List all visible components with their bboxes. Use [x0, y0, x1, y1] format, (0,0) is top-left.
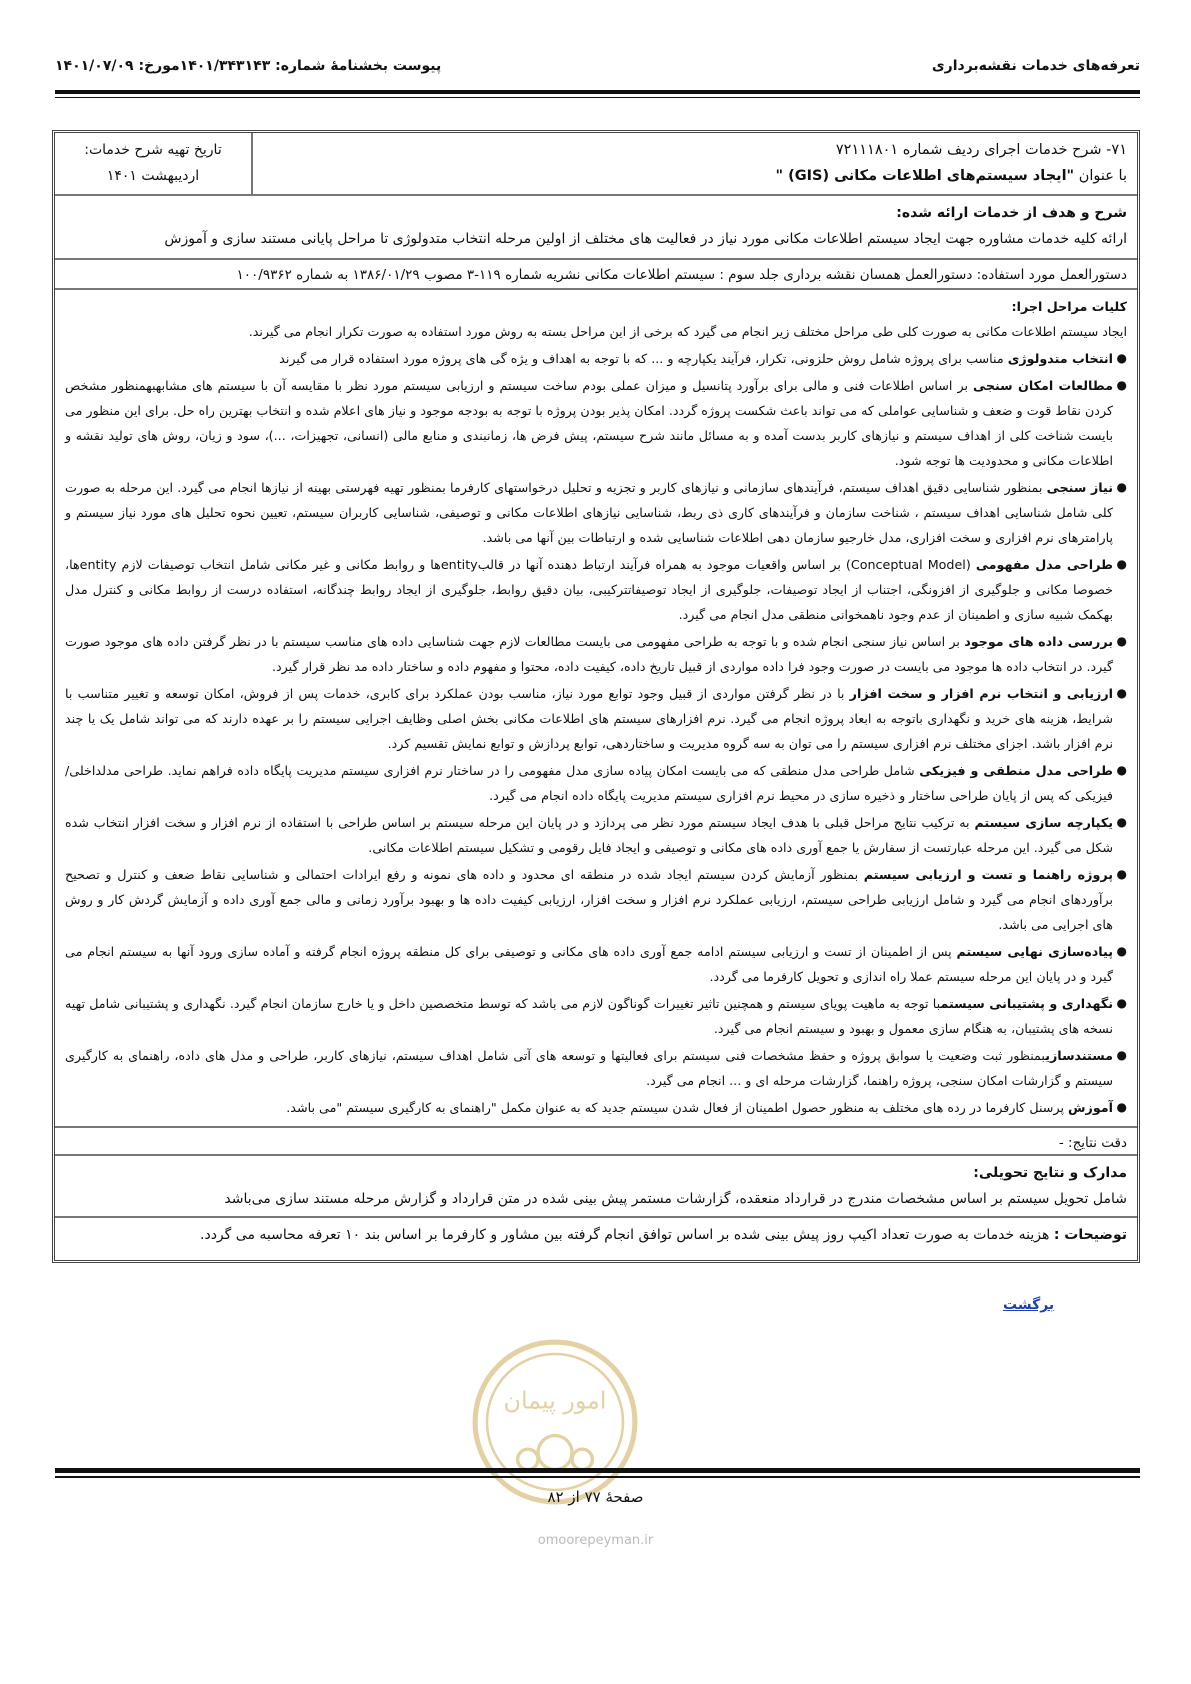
step-item	[65, 475, 1127, 550]
steps-intro: ایجاد سیستم اطلاعات مکانی به صورت کلی طی مراحل مختلف زیر انجام می گیرد که برخی از این مراحل بسته به روش مورد استفاده به صورت تکرار انجام می گیرند.	[248, 324, 1127, 339]
step-title: یکپارچه سازی سیستم	[974, 815, 1113, 830]
bullet-icon: ●	[1116, 378, 1127, 392]
description-row	[55, 196, 1137, 260]
service-title-bold: "ایجاد سیستم‌های اطلاعات مکانی (GIS) "	[775, 168, 1075, 184]
step-title: مستندسازی	[1045, 1048, 1113, 1063]
bullet-icon: ●	[1116, 763, 1127, 777]
step-title: ارزیابی و انتخاب نرم افزار و سخت افزار	[849, 686, 1113, 701]
step-item	[65, 629, 1127, 679]
page-number: صفحهٔ ۷۷ از ۸۲	[547, 1488, 644, 1506]
service-title-row	[55, 133, 1137, 196]
step-text: مناسب برای پروژه شامل روش حلزونی، تکرار، فرآیند یکپارچه و ... که با توجه به اهداف و یژه گی های پروژه مورد استفاده قرار می گیرند	[279, 351, 1008, 366]
service-title-cell	[253, 133, 1137, 194]
step-item	[65, 758, 1127, 808]
notes-row	[55, 1218, 1137, 1260]
service-table	[52, 130, 1140, 1263]
step-title: نگهداری و پشتیبانی سیستم	[940, 996, 1114, 1011]
description-label: شرح و هدف از خدمات ارائه شده:	[896, 205, 1127, 221]
step-text: بمنظور آزمایش کردن سیستم ایجاد شده در منطقه ای محدود و داده های نمونه و رفع ایرادات احتمالی و شناسایی نقاط ضعف و کنترل و تصحیح برآوردهای انجام می گیرد و شامل ارزیابی طراحی سیستم، ارزیابی عملکرد نرم افزار و سخت افزار، ارزیابی کیفیت داده ها و بهبود برآورد زمانی و مالی جمع آوری داده و آزمایش گردش کار و روش های اجرایی می باشد.	[65, 867, 1113, 932]
bullet-icon: ●	[1116, 1100, 1127, 1114]
bullet-icon: ●	[1116, 351, 1127, 365]
service-date-cell	[55, 133, 253, 194]
bullet-icon: ●	[1116, 686, 1127, 700]
step-item	[65, 1095, 1127, 1120]
step-item	[65, 373, 1127, 473]
service-row-number: ۷۱- شرح خدمات اجرای ردیف شماره ۷۲۱۱۱۸۰۱	[835, 142, 1127, 158]
reference-row	[55, 260, 1137, 290]
date-label: تاریخ تهیه شرح خدمات:	[84, 142, 222, 158]
service-title-prefix: با عنوان	[1074, 168, 1127, 184]
step-text: بمنظور ثبت وضعیت یا سوابق پروژه و حفظ مشخصات فنی سیستم برای فعالیتها و توسعه های آتی شامل اهداف سیستم، نیازهای کاربر، طراحی و مدل های داده، راهنمای به کارگیری سیستم و گزارشات امکان سنجی، پروژه راهنما، گزارشات مرحله ای و ... انجام می گیرد.	[65, 1048, 1113, 1088]
step-title: مطالعات امکان سنجی	[972, 378, 1113, 393]
seal-logo-icon	[470, 1337, 640, 1507]
step-title: پروژه راهنما و تست و ارزیابی سیستم	[863, 867, 1113, 882]
step-item	[65, 991, 1127, 1041]
seal-text: امور پیمان	[503, 1386, 607, 1415]
bullet-icon: ●	[1116, 867, 1127, 881]
bullet-icon: ●	[1116, 480, 1127, 494]
service-title	[263, 163, 1127, 189]
bullet-icon: ●	[1116, 996, 1127, 1010]
step-item	[65, 552, 1127, 627]
notes-text	[65, 1222, 1127, 1248]
deliverables-row	[55, 1156, 1137, 1218]
accuracy-row	[55, 1128, 1137, 1156]
header-rule-thick	[55, 90, 1140, 94]
bullet-icon: ●	[1116, 634, 1127, 648]
step-title: طراحی مدل منطقی و فیزیکی	[919, 763, 1113, 778]
step-title: آموزش	[1068, 1100, 1113, 1115]
step-text: با توجه به ماهیت پویای سیستم و همچنین تاثیر تغییرات گوناگون لازم می باشد که توسط متخصصین داخل و یا خارج سازمان انجام گیرد. نگهداری و پشتیبانی شامل تهیه نسخه های پشتیبان، به هنگام سازی معمول و بهبود و سیستم انجام می گیرد.	[65, 996, 1113, 1036]
step-item	[65, 810, 1127, 860]
description-text: ارائه کلیه خدمات مشاوره جهت ایجاد سیستم اطلاعات مکانی مورد نیاز در فعالیت های مختلف از اولین مرحله انتخاب متدولوژی تا مراحل پایانی مستند سازی و آموزش	[164, 231, 1127, 247]
bullet-icon: ●	[1116, 1048, 1127, 1062]
step-title: پیاده‌سازی نهایی سیستم	[956, 944, 1113, 959]
date-value: اردیبهشت ۱۴۰۱	[106, 168, 200, 184]
publication-info: پیوست بخشنامهٔ شماره: ۱۴۰۱/۳۴۳۱۴۳مورخ: ۱۴۰۱/۰۷/۰۹	[55, 58, 442, 74]
doc-title: تعرفه‌های خدمات نقشه‌برداری	[931, 58, 1140, 74]
steps-label: کلیات مراحل اجرا:	[1011, 299, 1127, 314]
steps-list	[65, 346, 1127, 1120]
step-item	[65, 681, 1127, 756]
watermark-url: omoorepeyman.ir	[537, 1533, 654, 1548]
bullet-icon: ●	[1116, 815, 1127, 829]
footer-rule-thin	[55, 1476, 1140, 1478]
step-title: طراحی مدل مفهومی	[975, 557, 1114, 572]
page-header	[55, 58, 1140, 74]
step-text: به ترکیب نتایج مراحل قبلی با هدف ایجاد سیستم مورد نظر می پردازد و در پایان این مرحله سیستم بر اساس طراحی با استفاده از نرم افزار و سخت افزار انتخاب شده شکل می گیرد. این مرحله عبارتست از سفارش یا جمع آوری داده های مکانی و توصیفی و ایجاد فایل رقومی و تشکیل سیستم اطلاعات مکانی.	[65, 815, 1113, 855]
step-title: انتخاب متدولوژی	[1007, 351, 1113, 366]
step-text: پرسنل کارفرما در رده های مختلف به منظور حصول اطمینان از فعال شدن سیستم جدید که به عنوان مکمل "راهنمای به کارگیری سیستم "می باشد.	[286, 1100, 1069, 1115]
bullet-icon: ●	[1116, 557, 1127, 571]
step-item	[65, 862, 1127, 937]
accuracy-text: دقت نتایج: -	[1058, 1135, 1127, 1151]
step-text: بر اساس نیاز سنجی انجام شده و با توجه به طراحی مفهومی می بایست مطالعات لازم جهت شناسایی داده های مناسب سیستم با در نظر گرفتن داده های موجود صورت گیرد. در انتخاب داده ها موجود می بایست در صورت وجود فرا داده مواردی از قبیل تاریخ داده، کیفیت داده، محتوا و مفهوم داده و ساختار داده مد نظر قرار گیرد.	[65, 634, 1113, 674]
step-item	[65, 939, 1127, 989]
deliverables-text: شامل تحویل سیستم بر اساس مشخصات مندرج در قرارداد منعقده، گزارشات مستمر پیش بینی شده در متن قرارداد و گزارش مرحله مستند سازی می‌باشد	[224, 1191, 1127, 1207]
back-link[interactable]: برگشت	[1003, 1297, 1055, 1313]
step-text: بر اساس اطلاعات فنی و مالی برای برآورد پتانسیل و میزان عملی بودم ساخت سیستم و ارزیابی سیستم مورد نظر با مقایسه آن با سیستم های مشابهبهمنظور مشخص کردن نقاط قوت و ضعف و شناسایی عواملی که می تواند باعث شکست پروژه گردد. امکان پذیر بودن پروژه با توجه به بودجه موجود و نیاز های اعلام شده و انتخاب بهترین راه حل. برای این منظور می بایست شناخت کلی از اهداف سیستم و نیازهای کاربر بدست آمده و به مسائل مانند شرح سیستم، پیش فرض ها، زمانبندی و منابع مالی (انسانی، تجهیزات، ...)، سود و زیان، روش های تولید نقشه و اطلاعات مکانی و محدودیت ها توجه شود.	[65, 378, 1113, 468]
step-text: شامل طراحی مدل منطقی که می بایست امکان پیاده سازی مدل مفهومی را در ساختار نرم افزاری سیستم مدیریت پایگاه داده فراهم نماید. طراحی مدلداخلی/فیزیکی که پس از پایان طراحی ساختار و ذخیره سازی در محیط نرم افزاری سیستم مدیریت پایگاه داده انجام می گیرد.	[65, 763, 1113, 803]
bullet-icon: ●	[1116, 944, 1127, 958]
deliverables-label: مدارک و نتایج تحویلی:	[973, 1165, 1127, 1181]
steps-row	[55, 290, 1137, 1128]
step-item	[65, 346, 1127, 371]
step-title: نیاز سنجی	[1046, 480, 1113, 495]
reference-text: دستورالعمل مورد استفاده: دستورالعمل همسان نقشه برداری جلد سوم : سیستم اطلاعات مکانی نشریه شماره ۱۱۹-۳ مصوب ۱۳۸۶/۰۱/۲۹ به شماره ۱۰۰/۹۳۶۲	[236, 267, 1127, 283]
step-title: بررسی داده های موجود	[964, 634, 1113, 649]
step-text: پس از اطمینان از تست و ارزیابی سیستم ادامه جمع آوری داده های مکانی و توصیفی برای کل منطقه پروژه انجام گرفته و آماده سازی ورود آنها به سیستم انجام می گیرد و در پایان این مرحله سیستم عملا راه اندازی و تحویل کارفرما می گردد.	[65, 944, 1113, 984]
footer-rule-thick	[55, 1468, 1140, 1473]
step-text: (Conceptual Model) بر اساس واقعیات موجود به همراه فرآیند ارتباط دهنده آنها در قالبentityها و روابط مکانی و غیر مکانی شامل انتخاب توصیفات لازم entityها، خصوصا مکانی و جلوگیری از افزونگی، اجتناب از ایجاد توصیفات، جلوگیری از ایجاد توصیفاتترکیبی، بیان دقیق روابط، جلوگیری از ایجاد روابط چندگانه، استفاده درست از روابط مکانی و کنترل مدل بهکمک شبیه سازی و اطمینان از عدم وجود ناهمخوانی منطقی مدل انجام می گیرد.	[65, 557, 1113, 622]
header-rule-thin	[55, 97, 1140, 98]
notes-body: هزینه خدمات به صورت تعداد اکیپ روز پیش بینی شده بر اساس توافق انجام گرفته بین مشاور و کارفرما بر اساس بند ۱۰ تعرفه محاسبه می گردد.	[200, 1227, 1054, 1243]
notes-label: توضیحات :	[1053, 1227, 1127, 1243]
step-text: بمنظور شناسایی دقیق اهداف سیستم، فرآیندهای سازمانی و نیازهای کاربر و تجزیه و تحلیل درخواستهای کارفرما بمنظور تهیه فهرستی بهینه از نیازها انجام می گیرد. این مرحله به صورت کلی شامل شناسایی اهداف سیستم ، شناخت سازمان و فرآیندهای کاری ذی ربط، شناسایی نیازهای اطلاعات مکانی و توصیفی، شناسایی کاربران سیستم، تعیین نحوه تحلیل های مورد نیاز سیستم و پارامترهای نرم افزاری و سخت افزاری، مدل خارجیو سازمان دهی اطلاعات شناسایی شده و ارتباطات بین آنها می باشد.	[65, 480, 1113, 545]
step-text: با در نظر گرفتن مواردی از قبیل وجود توابع مورد نیاز، مناسب بودن عملکرد برای کابری، خدمات پس از فروش، امکان توسعه و تغییر متناسب با شرایط، هزینه های خرید و نگهداری باتوجه به ابعاد پروژه انجام می گیرد. نرم افزارهای سیستم های اطلاعات مکانی بخش اصلی وظایف اجرایی سیستم را بر عهده دارند که می تواند شامل یک یا چند نرم افزار باشد. اجزای مختلف نرم افزاری سیستم را می توان به سه گروه مدیریت و ساختاردهی، توابع پردازش و توابع نمایش تقسیم کرد.	[65, 686, 1113, 751]
step-item	[65, 1043, 1127, 1093]
